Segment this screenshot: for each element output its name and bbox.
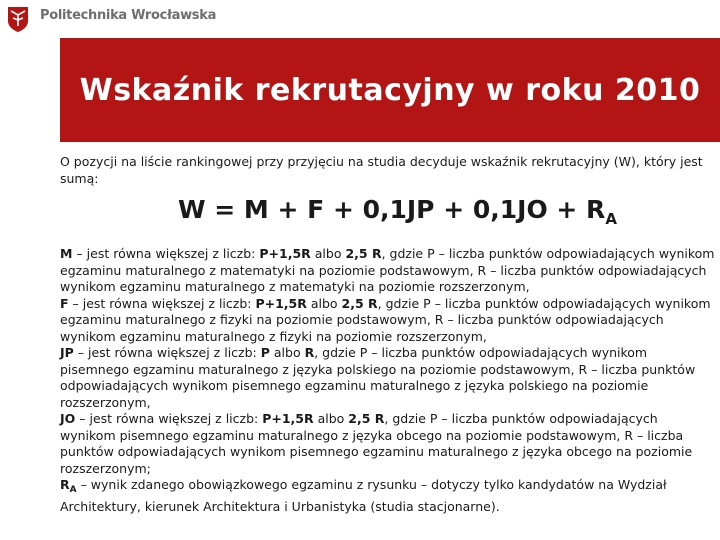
slide-title: Wskaźnik rekrutacyjny w roku 2010 xyxy=(79,73,701,108)
definition-text: , gdzie P – liczba punktów odpowiadających wynikom pisemnego egzaminu maturalnego z języka polskiego na poziomie podstawowym, R – liczba punktów odpowiadających wynikom pisemnego egzaminu maturalnego z języka polskiego na poziomie rozszerzonym, xyxy=(60,345,696,410)
definition-symbol: R xyxy=(60,477,70,492)
definition-term: 2,5 R xyxy=(345,246,382,261)
definition-term: P xyxy=(260,345,270,360)
definition-text: , gdzie P – liczba punktów odpowiadających wynikom egzaminu maturalnego z fizyki na poziomie podstawowym, R – liczba punktów odpowiadających wynikom egzaminu maturalnego z fizyki na poziomie rozszerzonym, xyxy=(60,295,711,344)
definition-text: , gdzie P – liczba punktów odpowiadających wynikom pisemnego egzaminu maturalnego z języka obcego na poziomie podstawowym, R – liczba punktów odpowiadających wynikom pisemnego egzaminu maturalnego z języka obcego na poziomie rozszerzonym; xyxy=(60,411,693,476)
definition-symbol: F xyxy=(60,295,69,311)
formula-main: W = M + F + 0,1JP + 0,1JO + R xyxy=(178,195,606,224)
definition-text: – jest równa większej z liczb: xyxy=(73,345,261,360)
formula xyxy=(178,195,716,234)
header-bar xyxy=(0,0,720,39)
definition-text: albo xyxy=(269,345,305,360)
definition-text: albo xyxy=(313,411,349,426)
definition-term: R xyxy=(304,345,315,360)
definition-symbol: JP xyxy=(60,345,74,360)
definition-text: albo xyxy=(310,246,346,261)
definition-text: , gdzie P – liczba punktów odpowiadających wynikom egzaminu maturalnego z matematyki na poziomie podstawowym, R – liczba punktów odpowiadających wynikom egzaminu maturalnego z matematyki na poziomie rozszerzonym, xyxy=(60,246,715,294)
definition-text: – wynik zdanego obowiązkowego egzaminu z rysunku – dotyczy tylko kandydatów na Wydział Architektury, kierunek Architektura i Urbanistyka (studia stacjonarne). xyxy=(60,477,667,514)
definition-term: P+1,5R xyxy=(259,246,311,261)
definition-jo xyxy=(60,411,716,477)
slide-content xyxy=(60,154,716,515)
definition-f xyxy=(60,296,716,346)
definition-text: albo xyxy=(306,295,342,311)
definition-term: 2,5 R xyxy=(341,295,378,311)
definition-jp xyxy=(60,345,716,411)
definition-symbol-subscript: A xyxy=(69,485,77,495)
definition-ra xyxy=(60,477,716,515)
definition-text: – jest równa większej z liczb: xyxy=(68,295,256,311)
definition-symbol: JO xyxy=(60,411,76,426)
formula-subscript: A xyxy=(605,210,617,228)
university-crest-icon xyxy=(6,5,30,33)
definitions-list xyxy=(60,246,716,515)
definition-m xyxy=(60,246,716,296)
title-band xyxy=(0,38,720,142)
institution-name: Politechnika Wrocławska xyxy=(40,8,217,23)
definition-term: 2,5 R xyxy=(348,411,385,426)
title-bar xyxy=(60,38,720,142)
definition-term: P+1,5R xyxy=(262,411,314,426)
intro-text: O pozycji na liście rankingowej przy przyjęciu na studia decyduje wskaźnik rekrutacyjny (W), który jest sumą: xyxy=(60,154,703,186)
definition-text: – jest równa większej z liczb: xyxy=(72,246,260,261)
definition-term: P+1,5R xyxy=(255,295,307,311)
definition-text: – jest równa większej z liczb: xyxy=(75,411,263,426)
definition-symbol: M xyxy=(60,246,73,261)
